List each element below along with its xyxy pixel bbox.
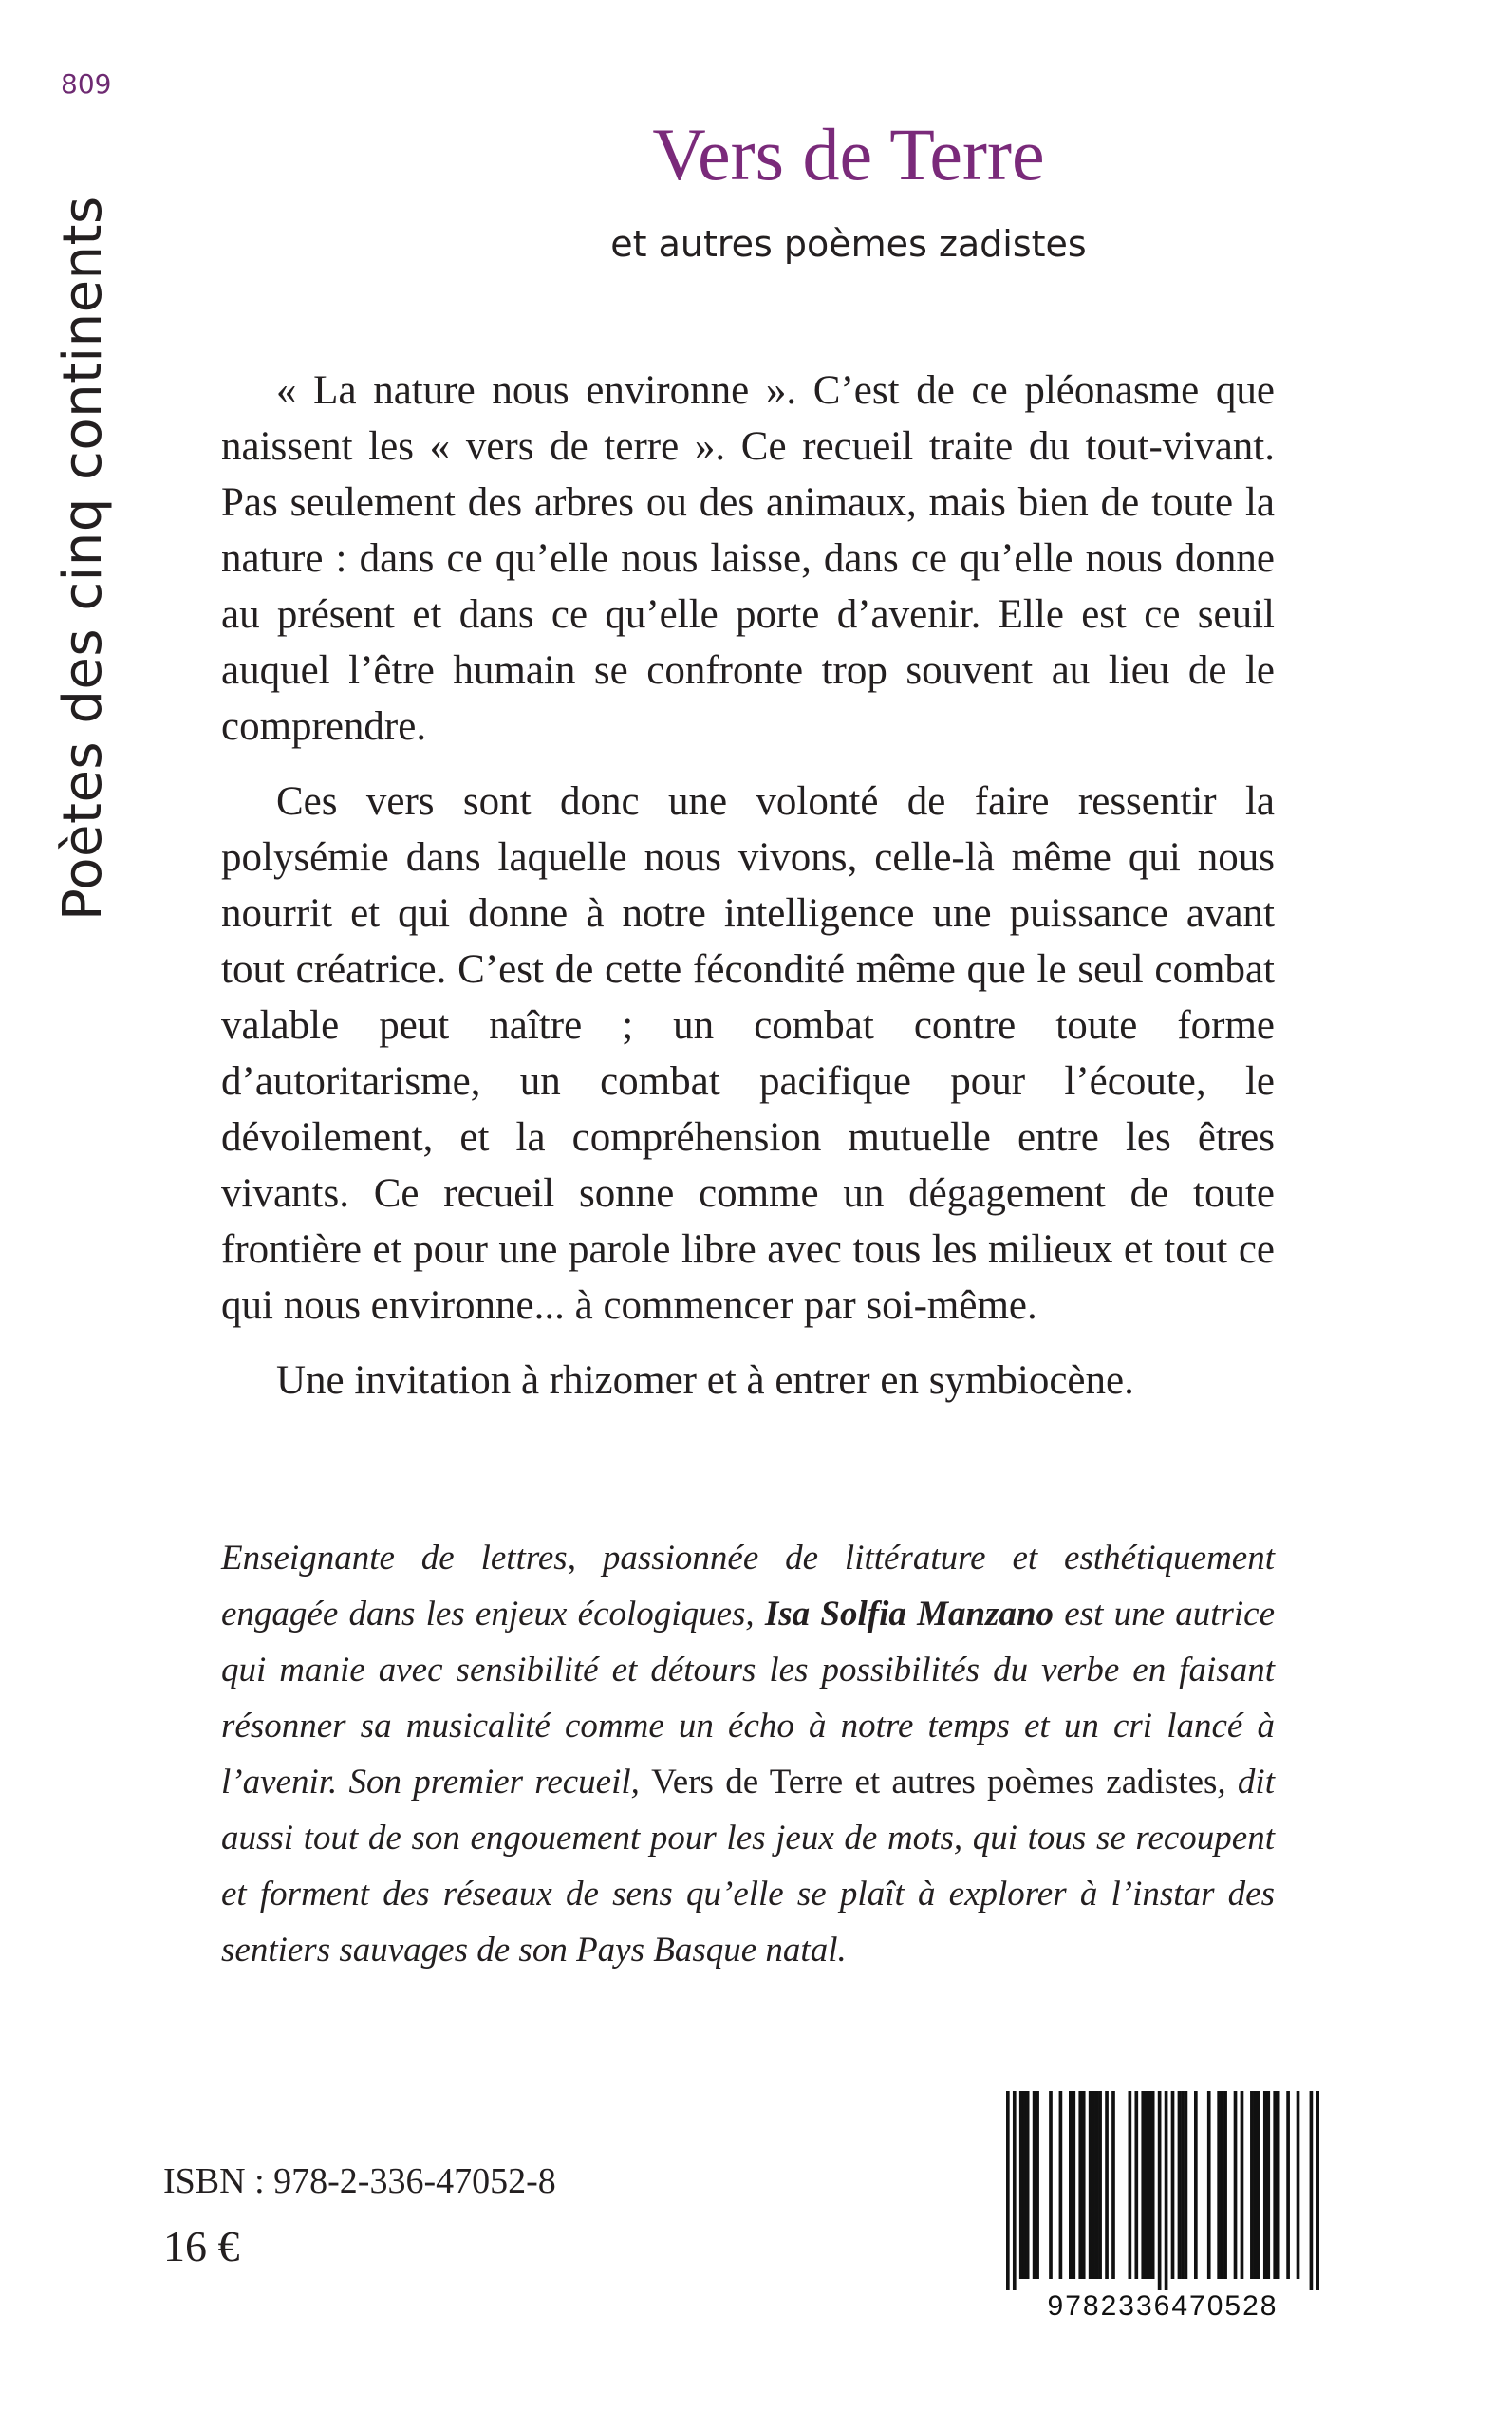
barcode-bar [1148, 2091, 1151, 2279]
barcode-bar [1297, 2091, 1300, 2279]
series-number: 809 [61, 68, 112, 100]
barcode-bar [1257, 2091, 1260, 2279]
barcode-bar [1069, 2091, 1073, 2279]
barcode-bar [1072, 2091, 1075, 2279]
barcode-bar [1089, 2091, 1092, 2279]
barcode-bar [1266, 2091, 1270, 2279]
price: 16 € [163, 2222, 240, 2270]
barcode-digits: 9782336470528 [1047, 2290, 1279, 2322]
barcode [1006, 2091, 1319, 2324]
author-bio-text-2: est une autrice qui manie avec sensibilité et détours les possibilités du verbe en faisant résonner sa musicalité comme un écho à notre temps et un cri lancé à l’avenir. Son premier recueil, [221, 1595, 1276, 1802]
barcode-bar [1006, 2091, 1010, 2290]
barcode-bar [1221, 2091, 1224, 2279]
barcode-bar [1036, 2091, 1039, 2279]
author-bio-text-3: , dit aussi tout de son engouement pour les jeux de mots, qui tous se recoupent et forment des réseaux de sens qu’elle se plaît à explorer à l’instar des sentiers sauvages de son Pays Basque natal. [221, 1763, 1275, 1970]
barcode-bar [1194, 2091, 1198, 2279]
barcode-bar [1241, 2091, 1244, 2279]
barcode-bar [1151, 2091, 1155, 2279]
barcode-bar [1185, 2091, 1188, 2279]
series-name: Poètes des cinq continents [52, 196, 114, 921]
barcode-bar [1105, 2091, 1109, 2279]
barcode-bar [1158, 2091, 1162, 2290]
barcode-bar [1033, 2091, 1036, 2279]
barcode-bar [1165, 2091, 1168, 2290]
barcode-bar [1207, 2091, 1211, 2279]
blurb-paragraph-1: « La nature nous environne ». C’est de ce pléonasme que naissent les « vers de terre ». Ce recueil traite du tout-vivant. Pas seulement des arbres ou des animaux, mais bien de toute la nature : dans ce qu’elle nous laisse, dans ce qu’elle nous donne au présent et dans ce qu’elle porte d’avenir. Elle est ce seuil auquel l’être humain se confronte trop souvent au lieu de le comprendre. [221, 368, 1275, 749]
back-cover-blurb [221, 363, 1275, 1428]
barcode-bar [1273, 2091, 1277, 2279]
barcode-bar [1178, 2091, 1182, 2279]
barcode-bar [1098, 2091, 1102, 2279]
barcode-bar [1141, 2091, 1145, 2279]
barcode-bar [1082, 2091, 1086, 2279]
isbn: ISBN : 978-2-336-47052-8 [163, 2161, 556, 2201]
barcode-bar [1277, 2091, 1280, 2279]
author-bio-book-ref: Vers de Terre et autres poèmes zadistes [651, 1763, 1218, 1802]
author-bio-text-1: Enseignante de lettres, passionnée de littérature et esthétiquement engagée dans les enjeux écologiques, [221, 1539, 1275, 1634]
barcode-bar [1078, 2091, 1082, 2279]
barcode-bar [1145, 2091, 1148, 2279]
barcode-bar [1026, 2091, 1030, 2279]
book-subtitle: et autres poèmes zadistes [610, 223, 1087, 265]
blurb-paragraph-3: Une invitation à rhizomer et à entrer en symbiocène. [276, 1358, 1134, 1403]
barcode-bar [1019, 2091, 1023, 2279]
barcode-bar [1049, 2091, 1053, 2279]
barcode-bar [1129, 2091, 1132, 2279]
barcode-bar [1234, 2091, 1238, 2279]
barcode-bar [1181, 2091, 1185, 2279]
barcode-bar [1217, 2091, 1221, 2279]
author-bio [221, 1530, 1275, 1978]
barcode-bar [1263, 2091, 1267, 2279]
barcode-bar [1095, 2091, 1099, 2279]
barcode-bar [1022, 2091, 1026, 2279]
barcode-bar [1171, 2091, 1175, 2279]
barcode-bar [1316, 2091, 1319, 2290]
barcode-bar [1254, 2091, 1258, 2279]
barcode-bar [1111, 2091, 1115, 2279]
barcode-bar [1310, 2091, 1314, 2290]
book-title: Vers de Terre [652, 113, 1045, 196]
barcode-bar [1013, 2091, 1017, 2290]
blurb-paragraph-2: Ces vers sont donc une volonté de faire ressentir la polysémie dans laquelle nous vivons, celle-là même qui nous nourrit et qui donne à notre intelligence une puissance avant tout créatrice. C’est de cette fécondité même que le seul combat valable peut naître ; un combat contre toute forme d’autoritarisme, un combat pacifique pour l’écoute, le dévoilement, et la compréhension mutuelle entre les êtres vivants. Ce recueil sonne comme un dégagement de toute frontière et pour une parole libre avec tous les milieux et tout ce qui nous environne... à commencer par soi-même. [221, 779, 1275, 1328]
barcode-bar [1223, 2091, 1227, 2279]
barcode-bar [1286, 2091, 1290, 2279]
barcode-bar [1134, 2091, 1138, 2279]
barcode-bar [1059, 2091, 1063, 2279]
barcode-bar [1250, 2091, 1254, 2279]
barcode-bar [1092, 2091, 1095, 2279]
author-name: Isa Solfia Manzano [764, 1595, 1055, 1634]
